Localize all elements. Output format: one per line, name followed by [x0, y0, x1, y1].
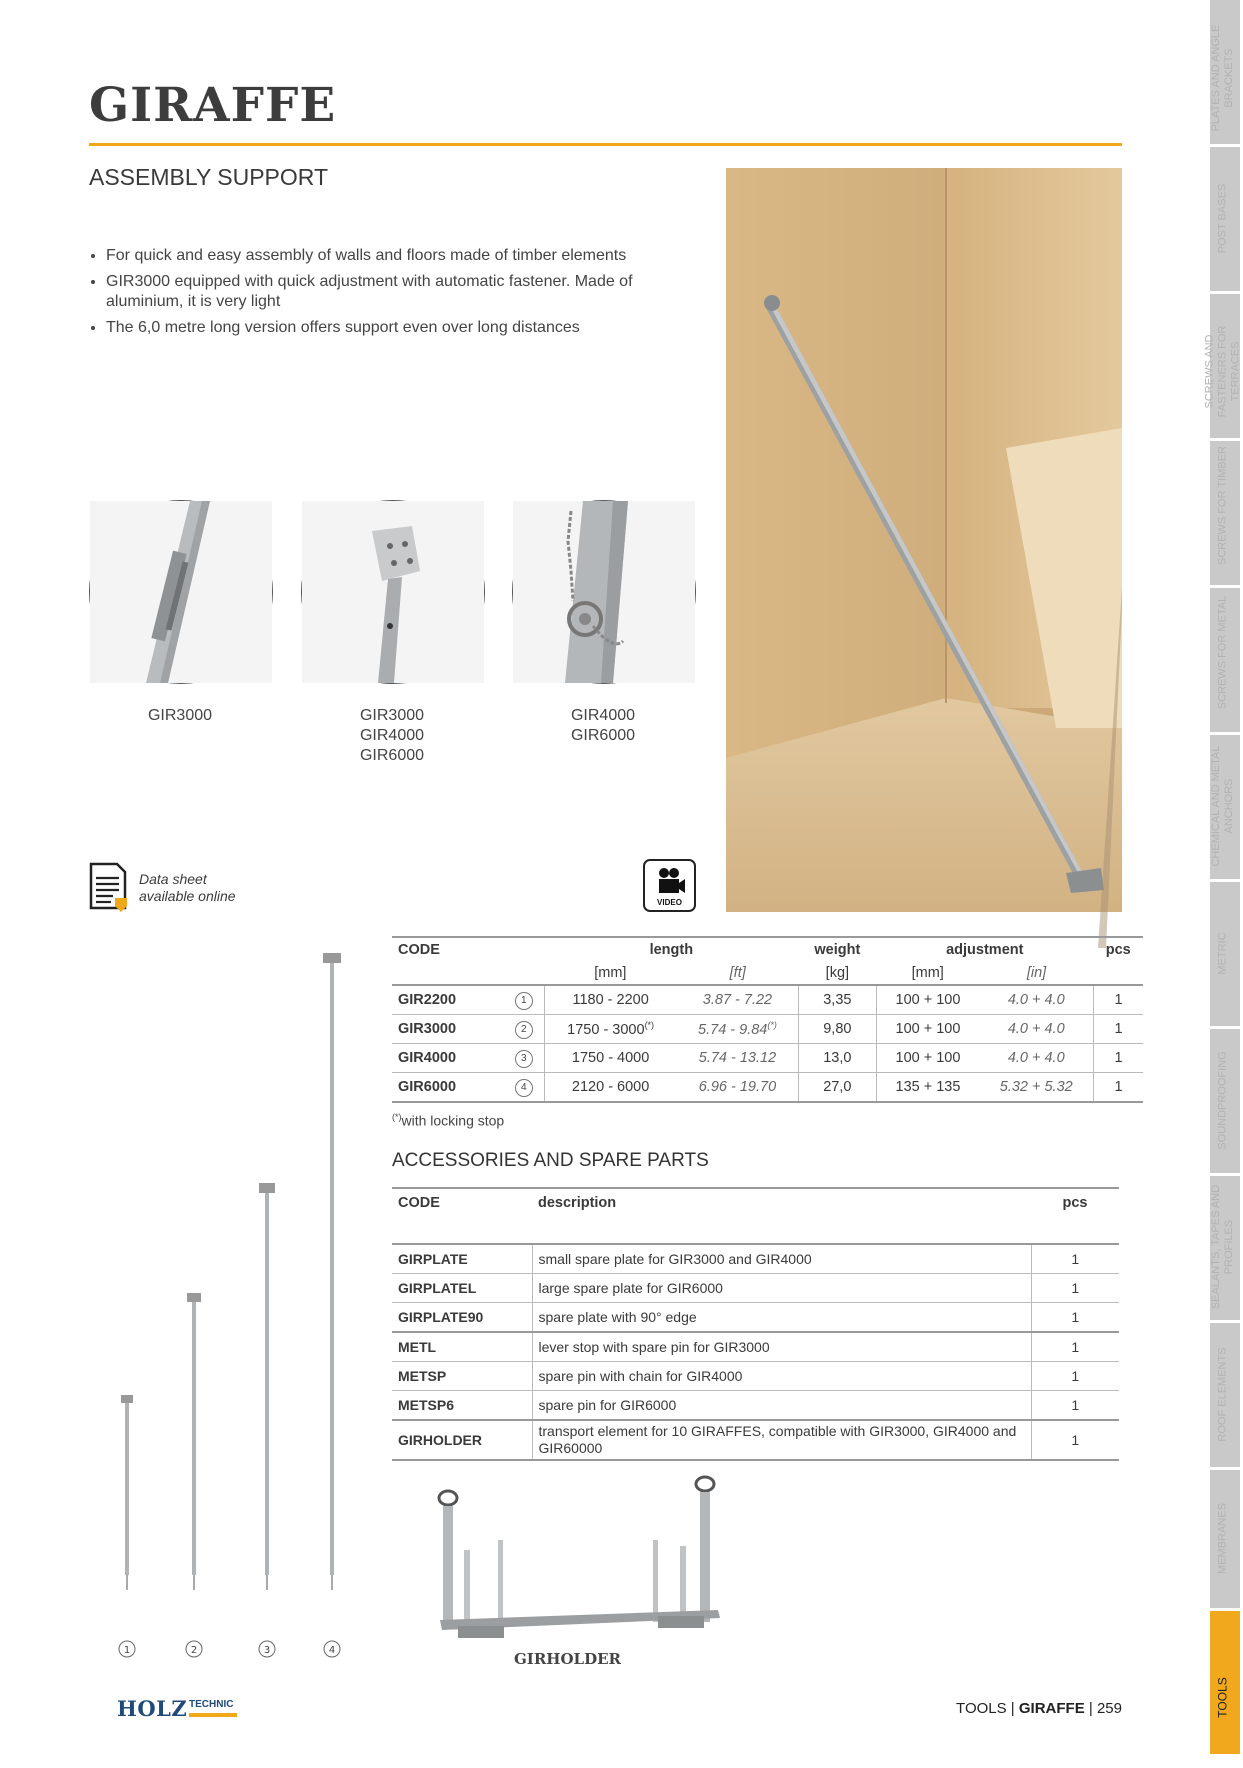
- acc-cell-pcs: 1: [1031, 1274, 1119, 1303]
- brand-logo-sub: TECHNIC: [189, 1699, 234, 1710]
- cell-pcs: 1: [1094, 1044, 1143, 1073]
- table-header-row: [392, 937, 1143, 962]
- footer-section: TOOLS: [956, 1700, 1007, 1717]
- table-row: [392, 1015, 1143, 1044]
- page-title: GIRAFFE: [89, 78, 337, 133]
- cell-length-mm: 1180 - 2200: [544, 985, 677, 1015]
- cell-code: GIR4000: [392, 1044, 504, 1073]
- brand-logo: HOLZ: [117, 1696, 188, 1721]
- accessories-table: [392, 1187, 1119, 1461]
- acc-cell-description: spare plate with 90° edge: [532, 1303, 1031, 1333]
- page-footer: TOOLS | GIRAFFE | 259: [956, 1700, 1122, 1717]
- feature-item: • For quick and easy assembly of walls and floors made of timber elements: [106, 246, 706, 266]
- product-photo: [726, 168, 1122, 912]
- video-camera-icon: [656, 867, 686, 897]
- acc-cell-pcs: 1: [1031, 1391, 1119, 1421]
- feature-item: • GIR3000 equipped with quick adjustment with automatic fastener. Made of aluminium, it is very light: [106, 272, 706, 312]
- cell-adj-mm: 100 + 100: [876, 985, 979, 1015]
- cell-length-ft: 3.87 - 7.22: [677, 985, 799, 1015]
- prop-label-2: 2: [190, 1645, 198, 1656]
- cell-adj-mm: 100 + 100: [876, 1015, 979, 1044]
- cell-length-mm: 1750 - 3000(*): [544, 1015, 677, 1044]
- cell-weight: 3,35: [799, 985, 876, 1015]
- prop-3: [259, 1183, 275, 1657]
- girholder-label: GIRHOLDER: [514, 1650, 621, 1668]
- table-row: [392, 1391, 1119, 1421]
- table-row: [392, 1073, 1143, 1103]
- product-table: [392, 936, 1143, 1103]
- table-row: [392, 1274, 1119, 1303]
- cell-adj-mm: 135 + 135: [876, 1073, 979, 1103]
- accessories-title: ACCESSORIES AND SPARE PARTS: [392, 1150, 709, 1171]
- side-tab-membranes[interactable]: MEMBRANES: [1210, 1470, 1240, 1608]
- prop-label-4: 4: [328, 1645, 336, 1656]
- detail-circle-3: [512, 500, 696, 684]
- detail-circle-2: [301, 500, 485, 684]
- table-row: [392, 1362, 1119, 1391]
- video-label: VIDEO: [657, 898, 682, 907]
- table-footnote: (*)with locking stop: [392, 1112, 505, 1129]
- girholder-drawing: [428, 1470, 728, 1645]
- cell-weight: 27,0: [799, 1073, 876, 1103]
- prop-2: [186, 1293, 202, 1657]
- cell-adj-in: 4.0 + 4.0: [979, 1044, 1093, 1073]
- side-tab-tools[interactable]: TOOLS: [1210, 1611, 1240, 1754]
- cell-adj-mm: 100 + 100: [876, 1044, 979, 1073]
- cell-adj-in: 4.0 + 4.0: [979, 1015, 1093, 1044]
- detail-label-line: GIR6000: [570, 727, 636, 744]
- table-row: [392, 1244, 1119, 1274]
- detail-label-line: GIR3000: [359, 707, 425, 724]
- cell-length-mm: 1750 - 4000: [544, 1044, 677, 1073]
- side-tab-post-bases[interactable]: POST BASES: [1210, 147, 1240, 291]
- acc-cell-code: GIRPLATE: [392, 1244, 532, 1274]
- header-length: length: [649, 942, 694, 958]
- detail-label-line: GIR4000: [359, 727, 425, 744]
- header-adjustment: adjustment: [946, 942, 1024, 958]
- acc-cell-description: transport element for 10 GIRAFFES, compatible with GIR3000, GIR4000 and GIR60000: [532, 1420, 1031, 1460]
- cell-length-ft: 6.96 - 19.70: [677, 1073, 799, 1103]
- prop-1: [119, 1395, 135, 1657]
- header-code: CODE: [398, 942, 440, 958]
- cell-length-ft: 5.74 - 9.84(*): [677, 1015, 799, 1044]
- side-tab-roof[interactable]: ROOF ELEMENTS: [1210, 1323, 1240, 1467]
- acc-cell-description: spare pin with chain for GIR4000: [532, 1362, 1031, 1391]
- prop-label-3: 3: [263, 1645, 271, 1656]
- unit-length-mm: [mm]: [544, 962, 677, 985]
- acc-cell-description: spare pin for GIR6000: [532, 1391, 1031, 1421]
- unit-weight-kg: [kg]: [799, 962, 876, 985]
- feature-item: • The 6,0 metre long version offers support even over long distances: [106, 318, 706, 338]
- cell-weight: 9,80: [799, 1015, 876, 1044]
- acc-cell-pcs: 1: [1031, 1303, 1119, 1333]
- acc-header-description: description: [532, 1188, 1031, 1244]
- acc-cell-description: large spare plate for GIR6000: [532, 1274, 1031, 1303]
- header-weight: weight: [814, 942, 861, 958]
- side-tab-terraces[interactable]: SCREWS AND FASTENERS FOR TERRACES: [1210, 294, 1240, 438]
- acc-cell-pcs: 1: [1031, 1244, 1119, 1274]
- cell-length-ft: 5.74 - 13.12: [677, 1044, 799, 1073]
- acc-cell-pcs: 1: [1031, 1362, 1119, 1391]
- unit-length-ft: [ft]: [677, 962, 799, 985]
- row-number-badge: 4: [515, 1079, 533, 1097]
- table-row: [392, 1420, 1119, 1460]
- acc-cell-pcs: 1: [1031, 1332, 1119, 1362]
- table-row: [392, 1044, 1143, 1073]
- unit-adj-in: [in]: [979, 962, 1093, 985]
- cell-pcs: 1: [1094, 1015, 1143, 1044]
- detail-label-line: GIR3000: [147, 707, 213, 724]
- row-number-badge: 1: [515, 992, 533, 1010]
- side-tab-plates[interactable]: PLATES AND ANGLE BRACKETS: [1210, 0, 1240, 144]
- side-tab-screws-metal[interactable]: SCREWS FOR METAL: [1210, 588, 1240, 732]
- acc-header-code: CODE: [392, 1188, 532, 1244]
- table-units-row: [392, 962, 1143, 985]
- cell-length-mm: 2120 - 6000: [544, 1073, 677, 1103]
- video-button[interactable]: [643, 859, 696, 912]
- detail-label-line: GIR6000: [359, 747, 425, 764]
- datasheet-line1: Data sheet: [139, 871, 207, 887]
- cell-adj-in: 5.32 + 5.32: [979, 1073, 1093, 1103]
- detail-circle-1: [89, 500, 273, 684]
- detail-label-2: [301, 706, 483, 766]
- side-tab-sealants[interactable]: SEALANTS, TAPES AND PROFILES: [1210, 1176, 1240, 1320]
- lever-detail-image: [90, 501, 272, 683]
- acc-cell-code: GIRHOLDER: [392, 1420, 532, 1460]
- datasheet-link[interactable]: [139, 871, 236, 905]
- detail-label-1: [89, 706, 271, 726]
- cell-pcs: 1: [1094, 985, 1143, 1015]
- acc-cell-code: METL: [392, 1332, 532, 1362]
- cell-adj-in: 4.0 + 4.0: [979, 985, 1093, 1015]
- acc-cell-description: lever stop with spare pin for GIR3000: [532, 1332, 1031, 1362]
- side-tab-screws-timber[interactable]: SCREWS FOR TIMBER: [1210, 441, 1240, 585]
- acc-header-pcs: pcs: [1031, 1188, 1119, 1244]
- row-number-badge: 2: [515, 1021, 533, 1039]
- row-number-badge: 3: [515, 1050, 533, 1068]
- cell-code: GIR3000: [392, 1015, 504, 1044]
- side-tab-metric[interactable]: METRIC: [1210, 882, 1240, 1026]
- cell-code: GIR2200: [392, 985, 504, 1015]
- props-drawing: [100, 945, 360, 1665]
- side-tab-soundproofing[interactable]: SOUNDPROOFING: [1210, 1029, 1240, 1173]
- page-number: 259: [1096, 1700, 1122, 1717]
- page-subtitle: ASSEMBLY SUPPORT: [89, 164, 329, 190]
- acc-cell-pcs: 1: [1031, 1420, 1119, 1460]
- unit-adj-mm: [mm]: [876, 962, 979, 985]
- table-row: [392, 1332, 1119, 1362]
- title-rule: [89, 143, 1122, 146]
- acc-cell-code: METSP: [392, 1362, 532, 1391]
- acc-cell-code: GIRPLATEL: [392, 1274, 532, 1303]
- datasheet-icon[interactable]: [89, 862, 129, 912]
- pin-chain-detail-image: [513, 501, 695, 683]
- brand-logo-bar: [189, 1713, 237, 1717]
- acc-cell-code: GIRPLATE90: [392, 1303, 532, 1333]
- table-row: [392, 985, 1143, 1015]
- acc-cell-code: METSP6: [392, 1391, 532, 1421]
- side-tab-anchors[interactable]: CHEMICAL AND METAL ANCHORS: [1210, 735, 1240, 879]
- cell-pcs: 1: [1094, 1073, 1143, 1103]
- header-pcs: pcs: [1105, 942, 1131, 958]
- datasheet-line2: available online: [139, 888, 236, 904]
- detail-label-3: [512, 706, 694, 746]
- prop-label-1: 1: [123, 1645, 131, 1656]
- table-header-row: [392, 1188, 1119, 1244]
- acc-cell-description: small spare plate for GIR3000 and GIR4000: [532, 1244, 1031, 1274]
- plate-detail-image: [302, 501, 484, 683]
- feature-list: [88, 246, 706, 344]
- cell-code: GIR6000: [392, 1073, 504, 1103]
- table-row: [392, 1303, 1119, 1333]
- cell-weight: 13,0: [799, 1044, 876, 1073]
- footer-product: GIRAFFE: [1018, 1700, 1085, 1717]
- prop-4: [323, 953, 341, 1657]
- detail-label-line: GIR4000: [570, 707, 636, 724]
